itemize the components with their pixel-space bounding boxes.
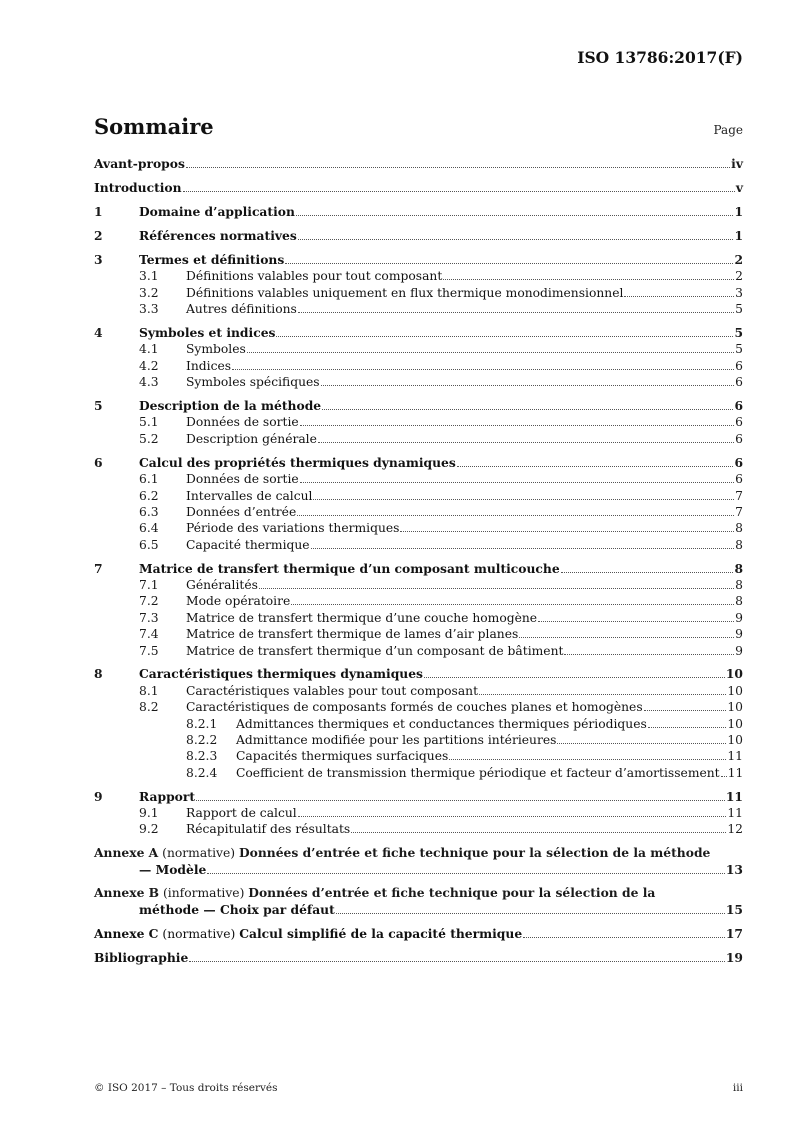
toc-entry[interactable]: [94, 788, 743, 804]
toc-entry[interactable]: [94, 180, 743, 196]
toc-entry[interactable]: [94, 301, 743, 317]
toc-entry-number: 7.4: [139, 627, 159, 642]
toc-entry-page: 11: [727, 749, 743, 764]
toc-entry-page: 10: [727, 700, 743, 715]
annex-line-1: [94, 926, 743, 942]
toc-entry-number: 3: [94, 251, 103, 267]
toc-entry[interactable]: [94, 642, 743, 658]
dot-leader: [479, 694, 726, 695]
toc-entry-page: 11: [727, 765, 744, 780]
dot-leader: [424, 677, 725, 678]
dot-leader: [298, 816, 727, 817]
toc-entry-page: 8: [735, 577, 743, 592]
toc-entry[interactable]: [94, 682, 743, 698]
toc-entry-title: Bibliographie: [94, 949, 189, 965]
toc-entry-title: Intervalles de calcul: [186, 488, 313, 503]
toc-entry-number: 4.3: [139, 375, 159, 390]
toc-entry[interactable]: [94, 666, 743, 682]
page-column-label: Page: [713, 123, 743, 137]
toc-entry-title: Symboles: [186, 342, 246, 357]
document-id: ISO 13786:2017(F): [577, 48, 743, 67]
toc-entry-title: Symboles et indices: [139, 325, 276, 341]
dot-leader: [648, 727, 727, 728]
toc-entry-title: Indices: [186, 358, 232, 373]
dot-leader: [232, 369, 734, 370]
toc-entry[interactable]: [94, 374, 743, 390]
annex-type: (informative): [163, 886, 245, 901]
dot-leader: [300, 482, 734, 483]
toc-entry-page: 5: [735, 342, 743, 357]
toc-entry[interactable]: [94, 487, 743, 503]
dot-leader: [300, 425, 734, 426]
toc-entry-page: 19: [725, 949, 743, 965]
annex-page: 13: [725, 861, 743, 877]
toc-entry[interactable]: [94, 764, 743, 780]
annex-line-2: [94, 902, 743, 918]
annex-label: Annexe C: [94, 925, 159, 941]
toc-entry-title: Matrice de transfert thermique d’un composant de bâtiment: [186, 643, 564, 658]
dot-leader: [298, 239, 734, 240]
toc-entry-page: 6: [734, 398, 743, 414]
toc-entry[interactable]: [94, 748, 743, 764]
toc-entry-bibliography[interactable]: [94, 949, 743, 965]
dot-leader: [561, 572, 734, 573]
toc-entry-page: 10: [727, 683, 743, 698]
toc-entry-number: 9.2: [139, 822, 159, 837]
toc-entry-page: 8: [734, 560, 743, 576]
toc-entry-page: 6: [735, 358, 743, 373]
annex-line-1: [94, 885, 743, 901]
table-of-contents: [94, 156, 743, 966]
annex-line-2: [94, 861, 743, 877]
toc-entry-page: 5: [734, 325, 743, 341]
annex-label: Annexe A: [94, 844, 159, 860]
annex-title: Données d’entrée et fiche technique pour la sélection de la méthode: [238, 844, 711, 860]
toc-entry-title: Matrice de transfert thermique d’un composant multicouche: [139, 560, 560, 576]
dot-leader: [400, 531, 734, 532]
toc-entry-page: 10: [727, 733, 743, 747]
dot-leader: [296, 215, 734, 216]
toc-entry-page: 6: [735, 472, 743, 487]
toc-entry[interactable]: [94, 504, 743, 520]
toc-entry-number: 6.5: [139, 537, 159, 552]
toc-entry-page: 8: [735, 594, 743, 609]
toc-entry-number: 5: [94, 398, 103, 414]
toc-entry-number: 5.1: [139, 415, 159, 430]
toc-entry-title: Matrice de transfert thermique de lames d’air planes: [186, 627, 519, 642]
toc-entry-page: 7: [735, 504, 743, 519]
toc-entry-number: 9.1: [139, 806, 159, 821]
toc-entry-number: 7.1: [139, 577, 159, 592]
toc-entry-number: 8.1: [139, 683, 159, 698]
toc-entry-page: 9: [735, 610, 743, 625]
toc-entry-page: 6: [735, 415, 743, 430]
toc-entry-title: Caractéristiques thermiques dynamiques: [139, 666, 423, 682]
toc-entry[interactable]: [94, 228, 743, 244]
toc-entry-title: Introduction: [94, 180, 182, 196]
toc-entry-page: 6: [734, 454, 743, 470]
dot-leader: [336, 913, 725, 914]
footer-page-number: iii: [732, 1082, 743, 1094]
toc-entry-title: Autres définitions: [186, 302, 297, 317]
toc-entry-title: Références normatives: [139, 228, 297, 244]
toc-entry-number: 8.2.4: [186, 765, 218, 780]
annex-page: 17: [725, 925, 743, 941]
annex-title: Données d’entrée et fiche technique pour la sélection de la: [248, 885, 656, 901]
dot-leader: [457, 466, 734, 467]
dot-leader: [557, 743, 726, 744]
toc-entry-page: v: [735, 180, 743, 196]
dot-leader: [313, 499, 734, 500]
toc-entry[interactable]: [94, 325, 743, 341]
toc-entry-number: 6.2: [139, 488, 159, 503]
toc-entry-number: 8.2.1: [186, 716, 218, 731]
toc-entry-title: Matrice de transfert thermique d’une couche homogène: [186, 610, 538, 625]
toc-entry[interactable]: [94, 609, 743, 625]
dot-leader: [321, 385, 735, 386]
toc-entry-title: Données d’entrée: [186, 504, 297, 519]
page-title: Sommaire: [94, 114, 214, 139]
dot-leader: [189, 961, 725, 962]
toc-entry-number: 9: [94, 788, 103, 804]
toc-entry-number: 6: [94, 454, 103, 470]
toc-entry-title: Admittances thermiques et conductances thermiques périodiques: [236, 716, 647, 731]
dot-leader: [443, 279, 734, 280]
toc-entry-number: 2: [94, 228, 103, 244]
toc-entry-page: 10: [725, 666, 743, 682]
toc-entry-title: Capacité thermique: [186, 537, 310, 552]
toc-entry-page: 8: [735, 537, 743, 552]
dot-leader: [318, 442, 734, 443]
toc-entry-page: 2: [735, 269, 743, 284]
toc-entry-title: Récapitulatif des résultats: [186, 822, 351, 837]
toc-entry-title: Rapport de calcul: [186, 806, 297, 821]
annex-entry[interactable]: [94, 926, 743, 942]
annex-type: (normative): [162, 845, 236, 860]
toc-entry[interactable]: [94, 577, 743, 593]
toc-entry-title: Caractéristiques valables pour tout composant: [186, 683, 479, 698]
toc-entry-page: 8: [735, 521, 743, 536]
toc-entry[interactable]: [94, 156, 743, 172]
toc-entry-number: 8.2: [139, 700, 159, 715]
toc-entry[interactable]: [94, 593, 743, 609]
toc-entry-page: 5: [735, 302, 743, 317]
toc-entry-title: Coefficient de transmission thermique périodique et facteur d’amortissement: [236, 765, 720, 780]
toc-entry-page: 1: [734, 204, 743, 220]
toc-entry-page: 3: [735, 285, 743, 300]
dot-leader: [259, 588, 734, 589]
toc-entry-page: 11: [727, 806, 743, 821]
toc-entry-page: 10: [727, 716, 743, 731]
toc-entry-title: Symboles spécifiques: [186, 375, 320, 390]
toc-entry-page: 6: [735, 375, 743, 390]
toc-entry-page: 11: [725, 788, 743, 804]
toc-entry-number: 4.1: [139, 342, 159, 357]
toc-entry-title: Période des variations thermiques: [186, 521, 400, 536]
toc-entry-page: 2: [734, 251, 743, 267]
dot-leader: [183, 191, 735, 192]
toc-entry-title: Description générale: [186, 431, 317, 446]
toc-entry-title: Description de la méthode: [139, 398, 322, 414]
toc-entry[interactable]: [94, 560, 743, 576]
toc-entry[interactable]: [94, 471, 743, 487]
toc-entry-number: 6.4: [139, 521, 159, 536]
toc-entry-number: 3.2: [139, 285, 159, 300]
annex-title-cont: méthode — Choix par défaut: [139, 902, 335, 918]
toc-entry-title: Avant-propos: [94, 156, 185, 172]
toc-entry-page: 1: [734, 228, 743, 244]
dot-leader: [207, 873, 725, 874]
toc-entry-number: 7.2: [139, 594, 159, 609]
dot-leader: [298, 312, 734, 313]
toc-entry-number: 5.2: [139, 431, 159, 446]
toc-entry-number: 3.1: [139, 269, 159, 284]
toc-entry-number: 8.2.3: [186, 749, 218, 764]
annex-label: Annexe B: [94, 885, 160, 901]
dot-leader: [311, 548, 735, 549]
dot-leader: [538, 621, 734, 622]
toc-entry[interactable]: [94, 454, 743, 470]
toc-entry-title: Définitions valables pour tout composant: [186, 269, 443, 284]
title-row: [94, 114, 743, 139]
toc-entry[interactable]: [94, 626, 743, 642]
toc-entry-number: 6.1: [139, 472, 159, 487]
toc-entry-page: iv: [731, 156, 743, 172]
toc-entry-title: Capacités thermiques surfaciques: [236, 749, 449, 764]
toc-entry-number: 8: [94, 666, 103, 682]
annex-type: (normative): [162, 926, 236, 941]
dot-leader: [523, 937, 725, 938]
annex-title: Calcul simplifié de la capacité thermique: [239, 925, 523, 941]
toc-entry[interactable]: [94, 536, 743, 552]
footer-copyright: © ISO 2017 – Tous droits réservés: [94, 1082, 278, 1094]
dot-leader: [449, 759, 726, 760]
toc-entry[interactable]: [94, 252, 743, 268]
toc-entry[interactable]: [94, 732, 743, 748]
toc-entry-title: Admittance modifiée pour les partitions intérieures: [236, 733, 557, 747]
dot-leader: [247, 352, 734, 353]
toc-entry-number: 7.3: [139, 610, 159, 625]
toc-entry[interactable]: [94, 398, 743, 414]
dot-leader: [276, 336, 733, 337]
toc-entry[interactable]: [94, 414, 743, 430]
annex-line-1: [94, 845, 743, 861]
dot-leader: [564, 654, 734, 655]
toc-entry[interactable]: [94, 284, 743, 300]
toc-entry-title: Données de sortie: [186, 415, 299, 430]
dot-leader: [644, 710, 727, 711]
toc-entry-title: Termes et définitions: [139, 251, 285, 267]
toc-entry-number: 4.2: [139, 358, 159, 373]
dot-leader: [351, 832, 726, 833]
annex-page: 15: [725, 902, 743, 918]
dot-leader: [519, 637, 734, 638]
dot-leader: [186, 167, 730, 168]
toc-entry[interactable]: [94, 821, 743, 837]
toc-entry-title: Caractéristiques de composants formés de couches planes et homogènes: [186, 700, 643, 715]
toc-entry[interactable]: [94, 268, 743, 284]
toc-entry-title: Définitions valables uniquement en flux thermique monodimensionnel: [186, 285, 624, 300]
annex-title-cont: — Modèle: [139, 861, 207, 877]
toc-entry-number: 6.3: [139, 504, 159, 519]
toc-entry[interactable]: [94, 204, 743, 220]
toc-entry-title: Données de sortie: [186, 472, 299, 487]
dot-leader: [285, 263, 733, 264]
toc-entry-number: 7.5: [139, 643, 159, 658]
toc-entry-title: Mode opératoire: [186, 594, 291, 609]
toc-entry-number: 4: [94, 325, 103, 341]
annex-entry[interactable]: [94, 845, 743, 878]
annex-heading: [94, 926, 522, 942]
toc-entry[interactable]: [94, 341, 743, 357]
toc-entry[interactable]: [94, 715, 743, 731]
toc-entry[interactable]: [94, 520, 743, 536]
toc-entry-number: 3.3: [139, 302, 159, 317]
dot-leader: [297, 515, 734, 516]
toc-entry-title: Rapport: [139, 788, 196, 804]
toc-entry-page: 6: [735, 431, 743, 446]
dot-leader: [624, 296, 734, 297]
toc-entry-number: 8.2.2: [186, 733, 218, 747]
toc-entry-title: Généralités: [186, 577, 258, 592]
toc-entry-title: Calcul des propriétés thermiques dynamiques: [139, 454, 456, 470]
toc-entry-number: 1: [94, 204, 103, 220]
toc-entry-page: 9: [735, 627, 743, 642]
toc-entry-number: 7: [94, 560, 103, 576]
dot-leader: [721, 776, 727, 777]
toc-entry-title: Domaine d’application: [139, 204, 295, 220]
dot-leader: [196, 800, 725, 801]
toc-entry[interactable]: [94, 357, 743, 373]
toc-entry-page: 7: [735, 488, 743, 503]
toc-entry[interactable]: [94, 699, 743, 715]
dot-leader: [291, 604, 734, 605]
dot-leader: [322, 409, 733, 410]
toc-entry-page: 9: [735, 643, 743, 658]
annex-entry[interactable]: [94, 885, 743, 918]
toc-entry-page: 12: [727, 822, 743, 837]
toc-entry[interactable]: [94, 805, 743, 821]
toc-entry[interactable]: [94, 430, 743, 446]
